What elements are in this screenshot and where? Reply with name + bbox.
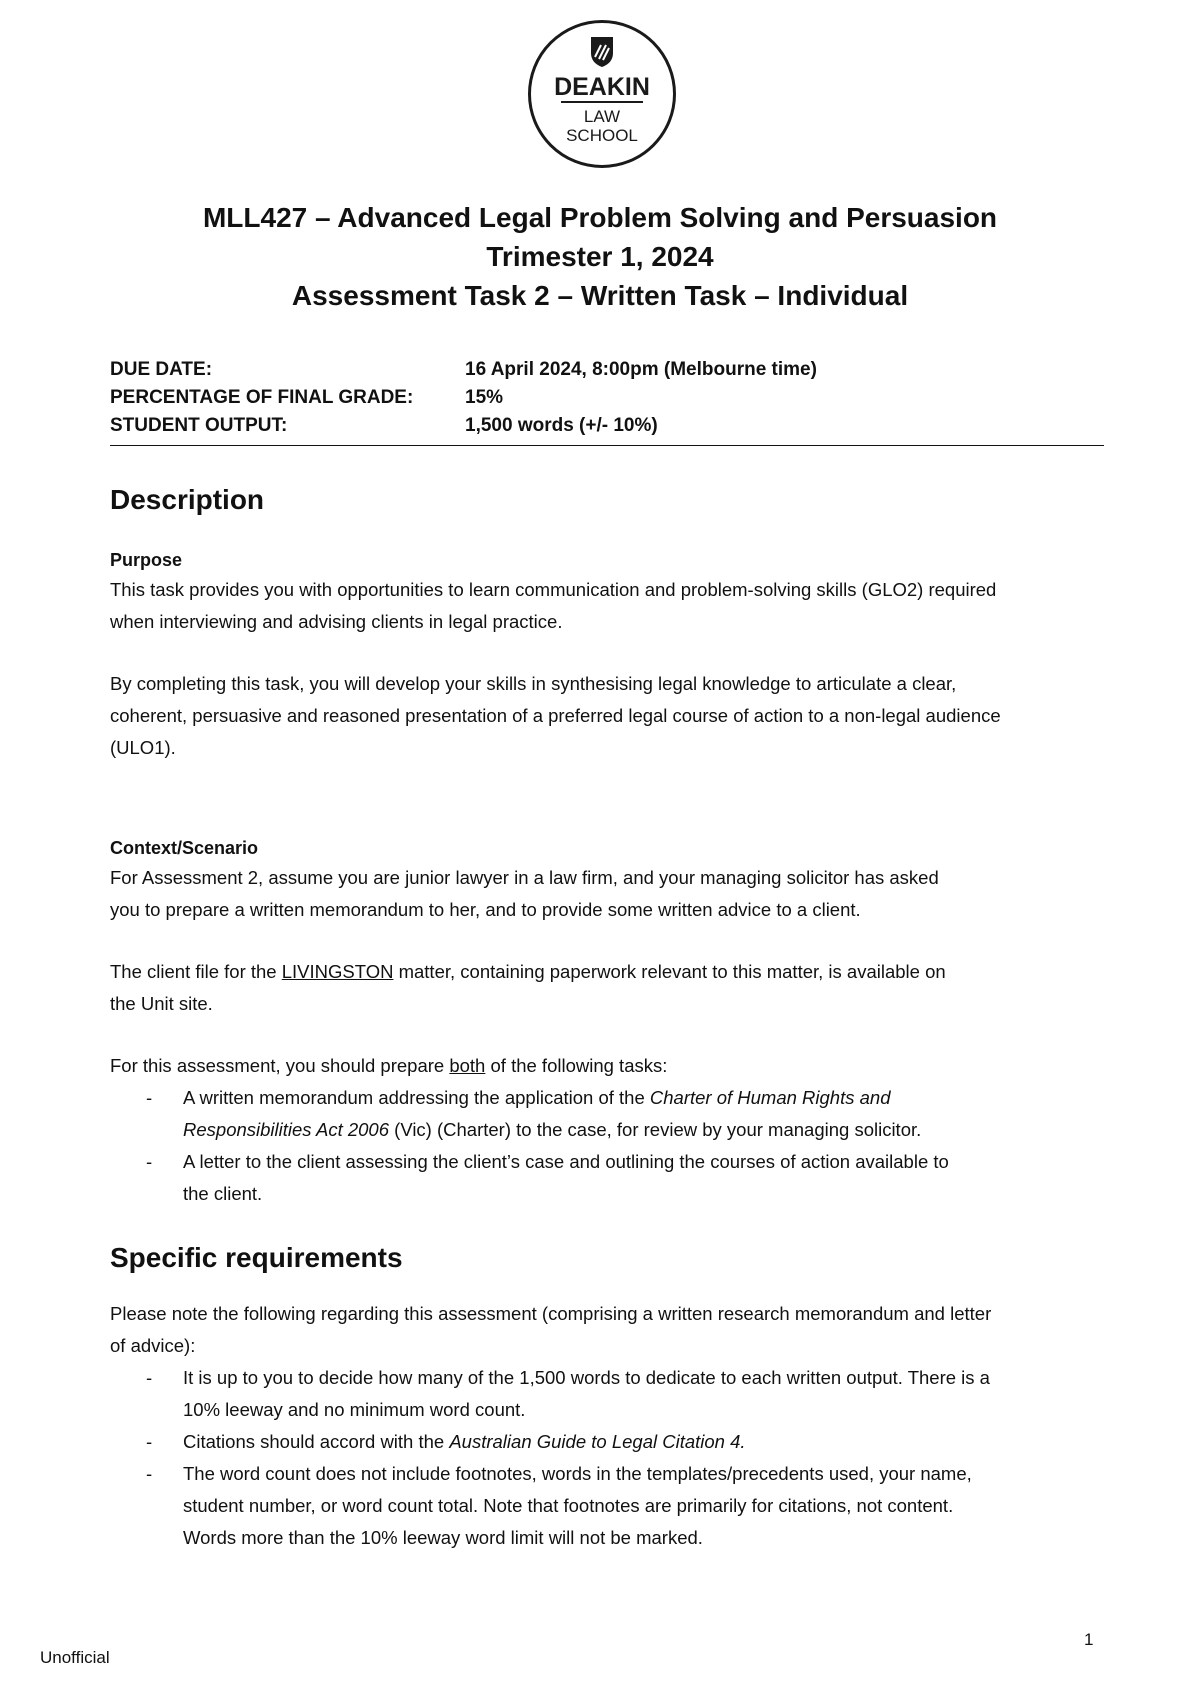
both-emphasis: both	[449, 1055, 486, 1076]
list-item: - A written memorandum addressing the application of the Charter of Human Rights and Responsibilities Act 2006 (Vic) (Charter) to the case, for review by your managing solicitor.	[146, 1087, 922, 1140]
document-title-block	[0, 198, 1200, 315]
logo-word-school: SCHOOL	[566, 126, 638, 145]
task-list	[110, 1082, 1110, 1210]
logo-word-law: LAW	[583, 107, 621, 126]
classification-label: Unofficial	[40, 1648, 110, 1667]
grade-percentage-row	[110, 384, 1104, 412]
student-output-label: STUDENT OUTPUT:	[110, 415, 288, 436]
requirements-list	[110, 1362, 1110, 1554]
assessment-title: Assessment Task 2 – Written Task – Individual	[291, 280, 909, 311]
list-item: - The word count does not include footnotes, words in the templates/precedents used, your name, student number, or word count total. Note that footnotes are primarily for citations, not content. Words more than the 10% leeway word limit will not be marked.	[146, 1463, 972, 1548]
due-date-value: 16 April 2024, 8:00pm (Melbourne time)	[465, 359, 817, 380]
livingston-matter-name: LIVINGSTON	[281, 961, 394, 982]
assessment-details	[110, 356, 1104, 440]
logo-word-deakin: DEAKIN	[554, 73, 650, 101]
grade-percentage-value: 15%	[465, 387, 504, 408]
context-paragraph-2: The client file for the LIVINGSTON matter, containing paperwork relevant to this matter, is available on the Unit site.	[110, 961, 946, 1014]
student-output-row	[110, 412, 1104, 440]
due-date-label: DUE DATE:	[110, 359, 213, 380]
specific-requirements-heading: Specific requirements	[110, 1242, 403, 1273]
purpose-paragraph-1: This task provides you with opportunities to learn communication and problem-solving skills (GLO2) required when interviewing and advising clients in legal practice.	[110, 579, 997, 632]
list-item: - Citations should accord with the Australian Guide to Legal Citation 4.	[146, 1431, 746, 1452]
description-heading: Description	[110, 484, 265, 515]
due-date-row	[110, 356, 1104, 384]
deakin-law-school-logo	[528, 20, 676, 168]
context-heading: Context/Scenario	[110, 838, 259, 858]
grade-percentage-label: PERCENTAGE OF FINAL GRADE:	[110, 387, 414, 408]
purpose-paragraph-2: By completing this task, you will develop your skills in synthesising legal knowledge to articulate a clear, coherent, persuasive and reasoned presentation of a preferred legal course of action to a non-legal audience (ULO1).	[110, 673, 1001, 758]
context-paragraph-3: For this assessment, you should prepare both of the following tasks:	[110, 1055, 668, 1076]
unit-title: MLL427 – Advanced Legal Problem Solving and Persuasion	[202, 202, 998, 233]
logo-graphic	[531, 23, 673, 165]
list-item: - It is up to you to decide how many of the 1,500 words to dedicate to each written output. There is a 10% leeway and no minimum word count.	[146, 1367, 990, 1420]
horizontal-divider	[110, 445, 1104, 446]
student-output-value: 1,500 words (+/- 10%)	[465, 415, 658, 436]
trimester-title: Trimester 1, 2024	[486, 241, 714, 272]
purpose-heading: Purpose	[110, 550, 183, 570]
list-item: - A letter to the client assessing the client’s case and outlining the courses of action available to the client.	[146, 1151, 949, 1204]
context-paragraph-1: For Assessment 2, assume you are junior lawyer in a law firm, and your managing solicitor has asked you to prepare a written memorandum to her, and to provide some written advice to a client.	[110, 867, 939, 920]
page-number: 1	[1084, 1630, 1094, 1649]
requirements-intro: Please note the following regarding this assessment (comprising a written research memorandum and letter of advice):	[110, 1303, 992, 1356]
